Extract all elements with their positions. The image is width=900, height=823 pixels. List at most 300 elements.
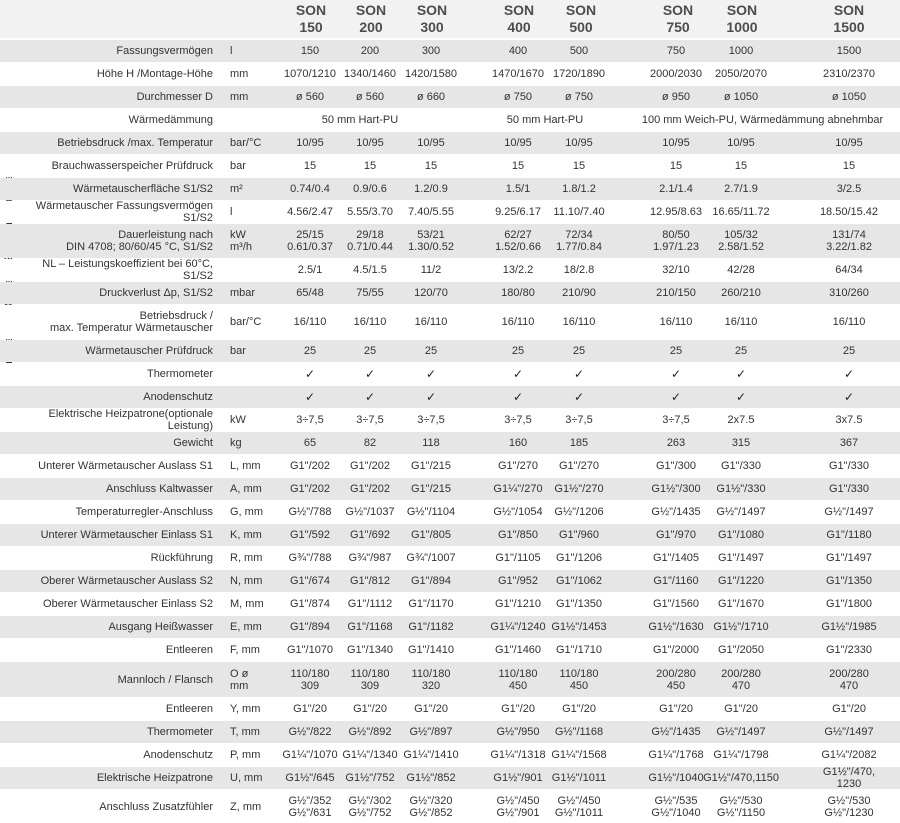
value-text: G1"/970 [656, 529, 696, 541]
model-number: 200 [359, 19, 383, 35]
value-text: 200/280 470 [829, 667, 869, 692]
value-cell [814, 616, 884, 638]
value-cell [706, 478, 776, 500]
value-text: 2.1/1.4 [659, 183, 693, 195]
value-text: 25 [669, 345, 683, 357]
value-text: 1.2/0.9 [414, 183, 448, 195]
value-text: 1470/1670 [492, 68, 544, 80]
value-text: G¾"/1007 [406, 552, 456, 564]
row-unit-text: K, mm [230, 529, 262, 541]
row-unit-text: mm [230, 68, 249, 80]
value-cell [706, 305, 776, 339]
check-mark-icon: ✓ [425, 367, 437, 381]
value-text: 11.10/7.40 [553, 206, 605, 218]
row-label [20, 224, 213, 258]
table-row [0, 155, 900, 177]
value-cell [641, 662, 711, 697]
value-text: G1½"/1040 [648, 772, 704, 784]
value-cell [396, 178, 466, 200]
row-label-text: NL – Leistungskoeffizient bei 60°C, S1/S2 [42, 258, 213, 282]
value-cell [706, 570, 776, 592]
value-cell [706, 524, 776, 546]
value-text: G1"/1210 [494, 598, 542, 610]
value-text: G1"/1405 [652, 552, 700, 564]
table-row [0, 40, 900, 62]
value-text: G1"/1206 [555, 552, 603, 564]
value-text: G1"/215 [411, 460, 451, 472]
row-label [20, 639, 213, 661]
value-text: G1"/1670 [717, 598, 765, 610]
value-text: 1720/1890 [553, 68, 605, 80]
value-cell [706, 63, 776, 85]
row-unit-text: P, mm [230, 749, 261, 761]
value-text: 12.95/8.63 [650, 206, 702, 218]
value-text: G1¼"/2082 [821, 749, 877, 761]
check-mark-icon: ✓ [512, 390, 524, 404]
value-cell [814, 363, 884, 385]
model-brand: SON [503, 2, 535, 18]
row-label-text: Wärmedämmung [128, 114, 213, 126]
row-label-text: Wärmetauscherfläche S1/S2 [72, 183, 213, 195]
value-cell [335, 432, 405, 454]
value-text: 25 [303, 345, 317, 357]
model-brand: SON [355, 2, 387, 18]
value-text: G1"/1080 [717, 529, 765, 541]
value-cell [483, 662, 553, 697]
value-cell [814, 721, 884, 743]
value-cell [814, 501, 884, 523]
row-unit-text: E, mm [230, 621, 262, 633]
row-unit-text: l [230, 45, 233, 57]
value-text: G1"/1497 [717, 552, 765, 564]
value-cell [706, 501, 776, 523]
row-unit-text: kg [230, 437, 242, 449]
value-text: G½"/530 G½"/1150 [716, 794, 766, 819]
row-unit [230, 478, 276, 500]
check-mark-icon: ✓ [573, 367, 585, 381]
value-text: G1"/20 [293, 703, 327, 715]
value-cell [544, 698, 614, 720]
value-cell [706, 547, 776, 569]
row-label [20, 593, 213, 615]
value-cell [544, 744, 614, 766]
value-cell [641, 698, 711, 720]
value-cell [396, 432, 466, 454]
value-cell [483, 721, 553, 743]
value-text: G1¼"/1568 [551, 749, 607, 761]
table-row [0, 259, 900, 281]
value-cell [544, 790, 614, 823]
value-cell [706, 593, 776, 615]
value-text: ø 750 [503, 91, 533, 103]
value-cell [814, 593, 884, 615]
value-text: 3÷7,5 [296, 414, 324, 426]
value-text: 16/110 [501, 316, 535, 328]
row-unit [230, 259, 276, 281]
value-text: 16/110 [293, 316, 327, 328]
check-mark-icon: ✓ [304, 367, 316, 381]
value-cell [335, 698, 405, 720]
row-unit [230, 639, 276, 661]
row-label-text: Thermometer [146, 368, 213, 380]
value-cell [335, 86, 405, 108]
value-text: G1"/592 [290, 529, 330, 541]
value-cell [335, 363, 405, 385]
value-text: G½"/1497 [716, 506, 766, 518]
value-text: 210/150 [656, 287, 696, 299]
row-unit-text: Y, mm [230, 703, 261, 715]
value-cell [396, 386, 466, 408]
value-cell [706, 432, 776, 454]
table-row [0, 305, 900, 339]
value-cell [396, 593, 466, 615]
model-header-son300 [392, 2, 472, 36]
value-cell [544, 501, 614, 523]
row-label [20, 790, 213, 823]
model-number: 500 [569, 19, 593, 35]
table-row [0, 63, 900, 85]
value-text: G1"/850 [498, 529, 538, 541]
value-text: G1¼"/1798 [713, 749, 769, 761]
table-row [0, 744, 900, 766]
check-mark-icon: ✓ [425, 390, 437, 404]
value-cell [335, 662, 405, 697]
row-label-text: Betriebsdruck /max. Temperatur [57, 137, 213, 149]
value-text: G1"/812 [350, 575, 390, 587]
row-unit-text: bar/°C [230, 137, 262, 149]
value-cell [396, 86, 466, 108]
value-text: 1070/1210 [284, 68, 336, 80]
value-text: 10/95 [835, 137, 863, 149]
value-text: 3÷7,5 [504, 414, 532, 426]
row-unit [230, 132, 276, 154]
value-cell [706, 178, 776, 200]
insulation-group: 50 mm Hart-PU [506, 114, 584, 126]
value-text: 1500 [836, 45, 862, 57]
table-row [0, 409, 900, 431]
value-cell [396, 132, 466, 154]
value-text: 25/15 0.61/0.37 [287, 229, 333, 253]
value-text: 310/260 [829, 287, 869, 299]
value-text: 25 [572, 345, 586, 357]
value-text: 15 [511, 160, 525, 172]
row-label-text: Höhe H /Montage-Höhe [96, 68, 213, 80]
value-text: 10/95 [662, 137, 690, 149]
value-cell [335, 616, 405, 638]
value-cell [641, 178, 711, 200]
value-cell [483, 40, 553, 62]
value-cell [483, 767, 553, 789]
value-cell [335, 340, 405, 362]
model-header-son1000 [702, 2, 782, 36]
value-cell [335, 259, 405, 281]
value-cell [814, 201, 884, 223]
value-text: G1"/20 [501, 703, 535, 715]
value-text: G1"/202 [290, 483, 330, 495]
value-cell [335, 201, 405, 223]
value-cell [335, 524, 405, 546]
value-cell [335, 455, 405, 477]
value-text: G1"/1062 [555, 575, 603, 587]
model-brand: SON [565, 2, 597, 18]
table-row [0, 639, 900, 661]
value-text: G1"/202 [350, 483, 390, 495]
check-mark-icon: ✓ [843, 367, 855, 381]
row-label-text: Unterer Wärmetauscher Auslass S1 [38, 460, 213, 472]
value-text: G1½"/752 [345, 772, 395, 784]
table-row [0, 132, 900, 154]
value-cell [544, 224, 614, 258]
value-cell [814, 570, 884, 592]
value-cell [396, 547, 466, 569]
row-label [20, 721, 213, 743]
value-text: 400 [508, 45, 528, 57]
value-cell [544, 662, 614, 697]
value-cell [544, 201, 614, 223]
value-text: G½"/1104 [406, 506, 456, 518]
row-unit [230, 616, 276, 638]
value-text: G1"/692 [350, 529, 390, 541]
row-unit-text: F, mm [230, 644, 260, 656]
value-text: G½"/897 [409, 726, 453, 738]
row-label-text: Betriebsdruck / max. Temperatur Wärmetauscher [49, 310, 213, 334]
value-text: G1"/20 [353, 703, 387, 715]
row-unit-text: N, mm [230, 575, 263, 587]
value-text: 118 [422, 437, 440, 449]
row-unit-text: bar/°C [230, 316, 262, 328]
table-row [0, 201, 900, 223]
value-text: 120/70 [414, 287, 448, 299]
value-cell [396, 639, 466, 661]
value-cell [396, 282, 466, 304]
value-text: 180/80 [501, 287, 535, 299]
value-cell [641, 409, 711, 431]
row-unit [230, 340, 276, 362]
table-row [0, 432, 900, 454]
value-cell [483, 386, 553, 408]
value-text: 210/90 [562, 287, 596, 299]
value-cell [641, 639, 711, 661]
row-label [20, 109, 213, 131]
value-cell [544, 639, 614, 661]
value-text: 62/27 1.52/0.66 [495, 229, 541, 253]
value-cell [814, 744, 884, 766]
row-label-text: Oberer Wärmetauscher Einlass S2 [43, 598, 213, 610]
value-cell [396, 744, 466, 766]
value-text: G1"/960 [559, 529, 599, 541]
value-cell [396, 662, 466, 697]
value-cell [544, 259, 614, 281]
row-label-text: Anodenschutz [143, 749, 213, 761]
value-text: G1"/1182 [408, 621, 454, 633]
value-text: G½"/1497 [824, 506, 874, 518]
model-brand: SON [662, 2, 694, 18]
value-cell [706, 455, 776, 477]
value-cell [396, 259, 466, 281]
value-cell [396, 340, 466, 362]
row-unit [230, 570, 276, 592]
value-text: G1"/952 [498, 575, 538, 587]
value-cell [706, 86, 776, 108]
value-text: 150 [300, 45, 320, 57]
value-cell [544, 63, 614, 85]
value-cell [641, 282, 711, 304]
row-label-text: Wärmetauscher Fassungsvermögen S1/S2 [35, 200, 213, 224]
value-text: 4.5/1.5 [353, 264, 387, 276]
value-cell [544, 432, 614, 454]
value-cell [814, 767, 884, 789]
value-text: G1"/330 [829, 460, 869, 472]
model-number: 1000 [726, 19, 758, 35]
row-label [20, 201, 213, 223]
value-text: G1"/1070 [286, 644, 334, 656]
value-text: 11/2 [420, 264, 442, 276]
value-text: G½"/892 [348, 726, 392, 738]
value-text: 200/280 450 [656, 667, 696, 692]
value-text: 10/95 [504, 137, 532, 149]
value-cell [335, 744, 405, 766]
value-text: 2310/2370 [823, 68, 875, 80]
value-text: 29/18 0.71/0.44 [347, 229, 393, 253]
value-cell [703, 767, 779, 789]
row-unit [230, 305, 276, 339]
row-label [20, 478, 213, 500]
row-unit-text: O ø mm [230, 667, 249, 692]
row-label-text: Dauerleistung nach DIN 4708; 80/60/45 °C, S1/S2 [66, 229, 213, 253]
row-label [20, 698, 213, 720]
value-cell [706, 363, 776, 385]
row-unit [230, 455, 276, 477]
row-unit [230, 363, 276, 385]
value-cell [544, 40, 614, 62]
value-cell [706, 40, 776, 62]
table-row [0, 767, 900, 789]
value-cell [396, 155, 466, 177]
model-number: 1500 [833, 19, 865, 35]
row-label-text: Entleeren [165, 644, 213, 656]
value-text: 25 [842, 345, 856, 357]
value-cell [544, 767, 614, 789]
value-cell [814, 662, 884, 697]
row-unit [230, 662, 276, 697]
value-cell [396, 524, 466, 546]
value-text: 16/110 [724, 316, 758, 328]
table-row [0, 282, 900, 304]
value-text: 5.55/3.70 [347, 206, 393, 218]
value-cell [641, 767, 711, 789]
model-number: 750 [666, 19, 690, 35]
value-text: G1¼"/1768 [648, 749, 704, 761]
row-label-text: Ausgang Heißwasser [108, 621, 213, 633]
value-text: G1"/20 [724, 703, 758, 715]
value-cell [814, 547, 884, 569]
value-text: G1¼"/1318 [490, 749, 546, 761]
row-label [20, 455, 213, 477]
value-text: 7.40/5.55 [408, 206, 454, 218]
value-cell [483, 790, 553, 823]
value-text: 110/180 320 [411, 667, 451, 692]
value-text: G1"/1170 [408, 598, 454, 610]
value-cell [544, 305, 614, 339]
table-row [0, 455, 900, 477]
value-cell [544, 524, 614, 546]
value-text: 82 [363, 437, 377, 449]
value-text: 200 [360, 45, 380, 57]
value-text: 32/10 [662, 264, 690, 276]
value-cell [814, 178, 884, 200]
value-text: 160 [508, 437, 528, 449]
table-row [0, 721, 900, 743]
value-text: ø 560 [355, 91, 385, 103]
model-number: 300 [420, 19, 444, 35]
model-brand: SON [416, 2, 448, 18]
value-cell [814, 386, 884, 408]
row-label [20, 132, 213, 154]
value-text: 10/95 [356, 137, 384, 149]
value-cell [396, 363, 466, 385]
row-unit-text: bar [230, 345, 246, 357]
value-cell [641, 524, 711, 546]
value-text: G1"/202 [290, 460, 330, 472]
value-cell [335, 305, 405, 339]
table-row [0, 790, 900, 823]
value-text: 16/110 [414, 316, 448, 328]
value-cell [335, 593, 405, 615]
value-cell [396, 40, 466, 62]
value-text: 131/74 3.22/1.82 [826, 229, 872, 253]
value-text: 16/110 [353, 316, 387, 328]
value-cell [706, 132, 776, 154]
row-unit-text: R, mm [230, 552, 263, 564]
value-text: G1½"/300 [651, 483, 701, 495]
row-label-text: Elektrische Heizpatrone [96, 772, 213, 784]
insulation-group: 100 mm Weich-PU, Wärmedämmung abnehmbar [641, 114, 884, 126]
value-text: G½"/302 G½"/752 [348, 794, 392, 819]
value-text: 65 [303, 437, 317, 449]
model-number: 150 [299, 19, 323, 35]
row-label [20, 63, 213, 85]
value-cell [641, 201, 711, 223]
row-label [20, 524, 213, 546]
row-label [20, 662, 213, 697]
value-text: G1½"/1011 [551, 772, 607, 784]
row-unit [230, 201, 276, 223]
value-text: 110/180 309 [350, 667, 390, 692]
value-text: G1"/330 [721, 460, 761, 472]
check-mark-icon: ✓ [364, 367, 376, 381]
value-text: G1½"/1453 [551, 621, 607, 633]
value-text: G1½"/1710 [713, 621, 769, 633]
value-cell [544, 409, 614, 431]
table-row [0, 478, 900, 500]
value-text: G½"/1037 [345, 506, 395, 518]
value-cell [814, 455, 884, 477]
value-text: G1"/20 [832, 703, 866, 715]
row-unit-text: bar [230, 160, 246, 172]
value-text: 75/55 [356, 287, 384, 299]
value-cell [483, 259, 553, 281]
model-brand: SON [295, 2, 327, 18]
value-cell [544, 386, 614, 408]
value-cell [706, 698, 776, 720]
model-brand: SON [726, 2, 758, 18]
value-cell [544, 455, 614, 477]
value-cell [641, 132, 711, 154]
value-text: 1.5/1 [505, 183, 531, 195]
row-label [20, 86, 213, 108]
value-text: G1"/1105 [495, 552, 541, 564]
value-cell [335, 721, 405, 743]
